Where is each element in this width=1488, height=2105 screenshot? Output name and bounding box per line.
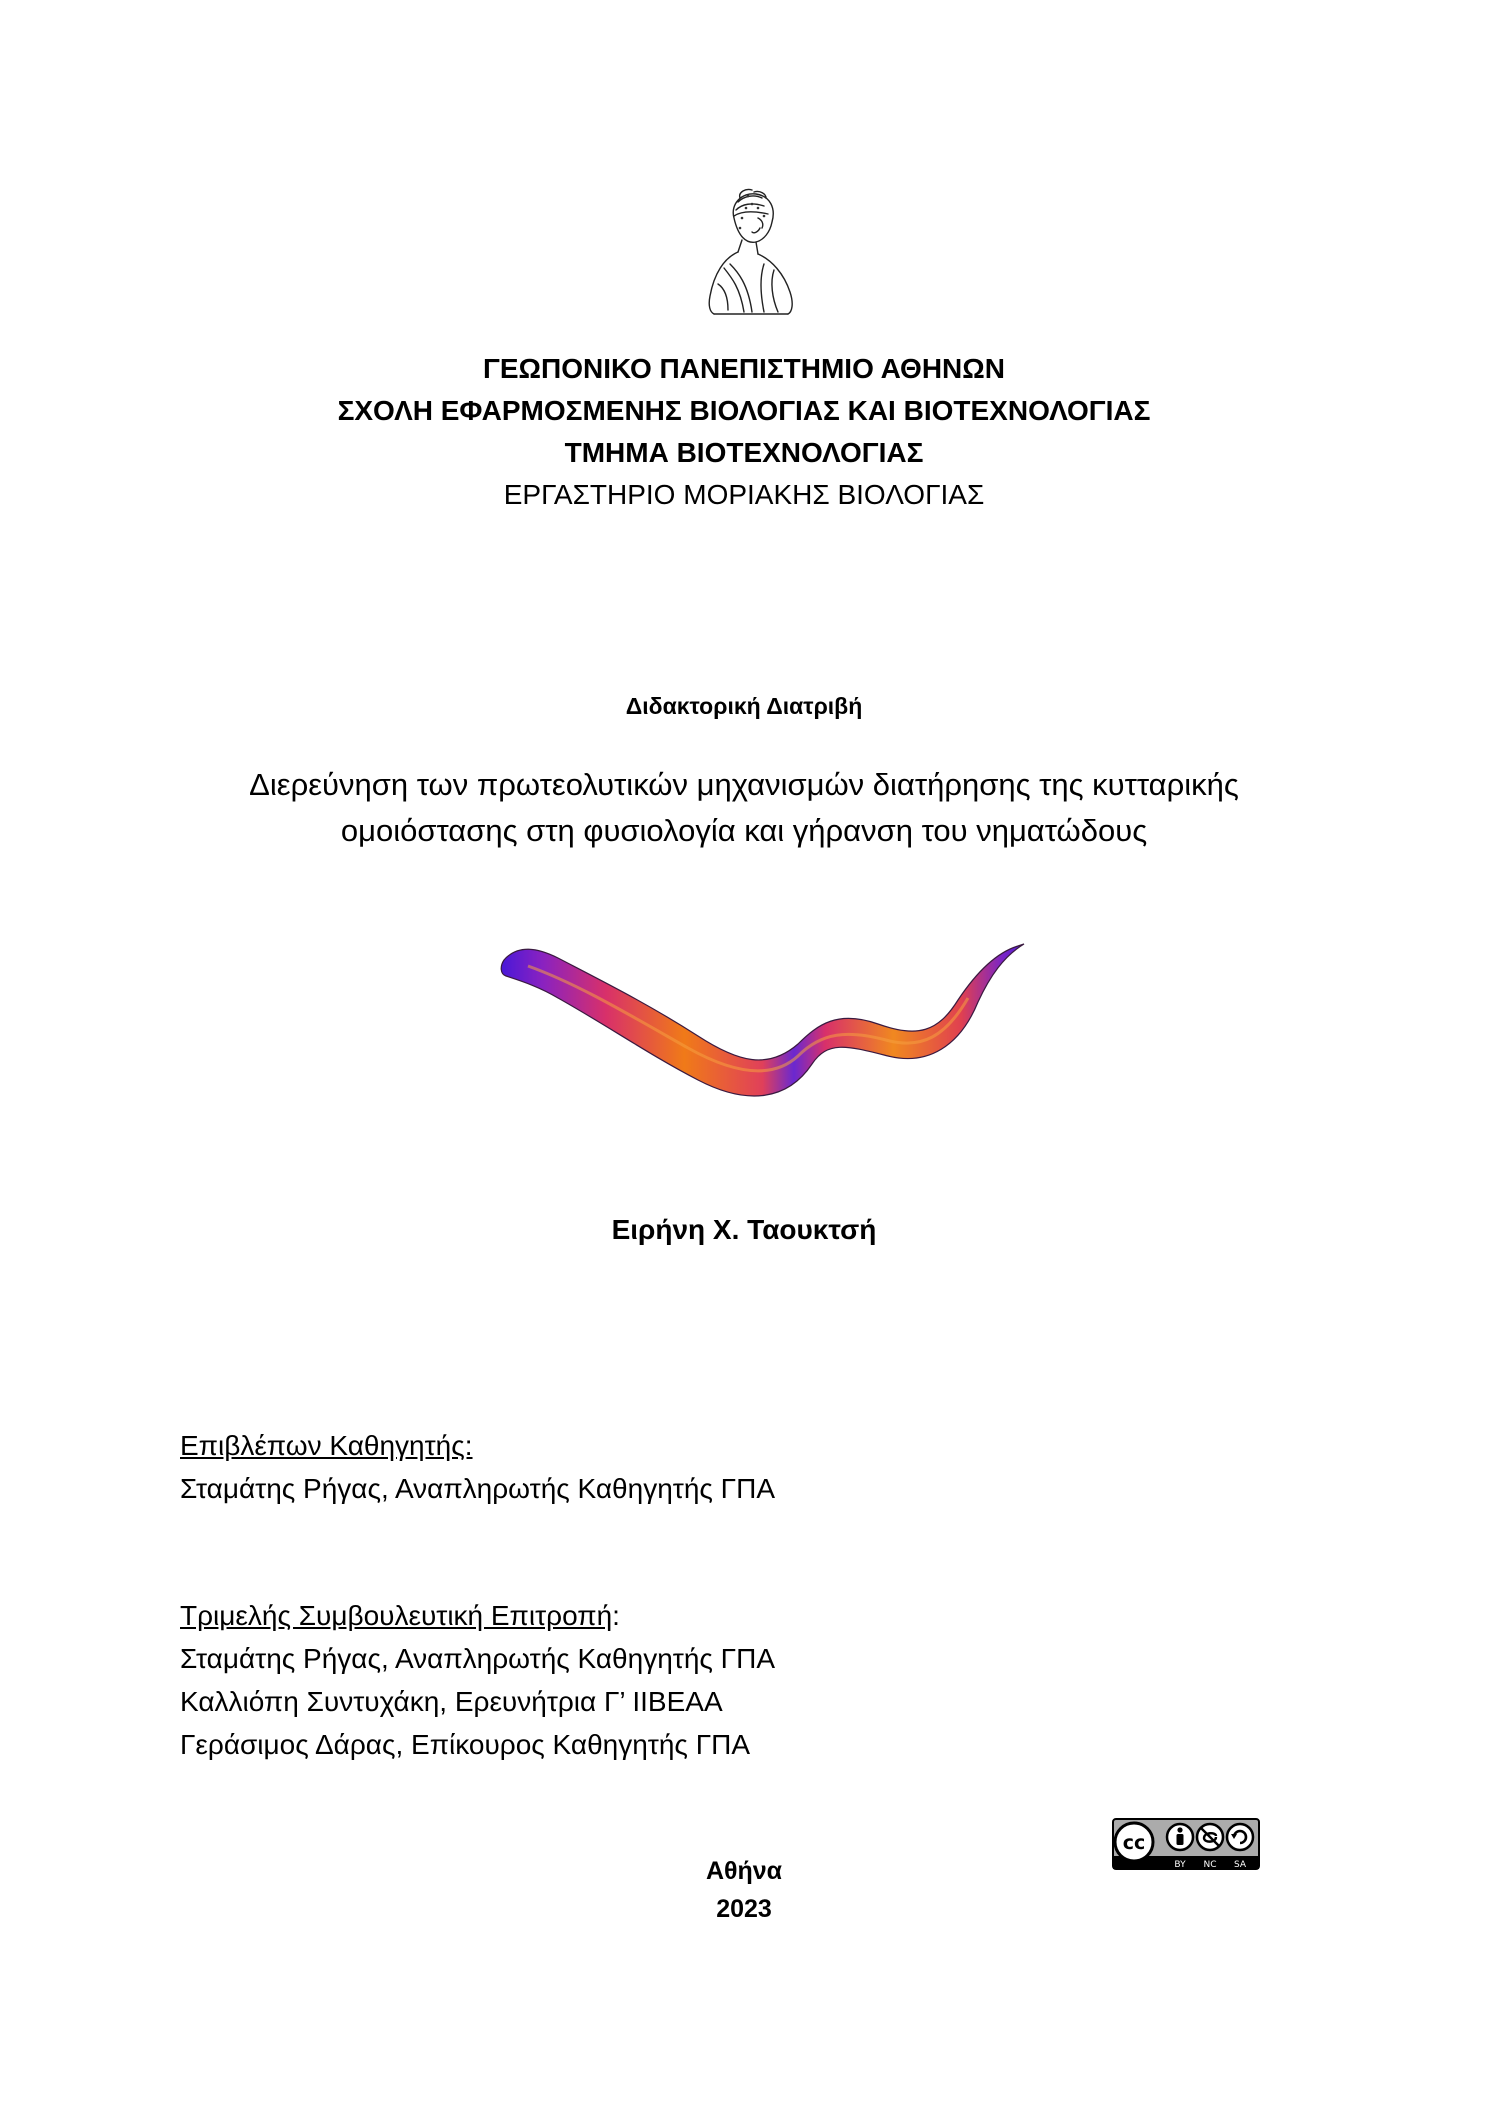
nematode-image <box>498 940 1028 1110</box>
year: 2023 <box>716 1895 772 1923</box>
institution-header <box>0 348 1488 516</box>
author-name: Ειρήνη Χ. Ταουκτσή <box>611 1214 877 1245</box>
thesis-type: Διδακτορική Διατριβή <box>625 693 863 719</box>
committee-member: Σταμάτης Ρήγας, Αναπληρωτής Καθηγητής ΓΠΑ <box>180 1643 775 1674</box>
committee-member: Καλλιόπη Συντυχάκη, Ερευνήτρια Γ’ ΙΙΒΕΑΑ <box>180 1686 723 1717</box>
license-tag: BY <box>1174 1860 1186 1870</box>
school-name: ΣΧΟΛΗ ΕΦΑΡΜΟΣΜΕΝΗΣ ΒΙΟΛΟΓΙΑΣ ΚΑΙ ΒΙΟΤΕΧΝΟΛΟΓΙΑΣ <box>337 395 1151 426</box>
supervisor-name: Σταμάτης Ρήγας, Αναπληρωτής Καθηγητής ΓΠΑ <box>180 1473 775 1504</box>
committee-member: Γεράσιμος Δάρας, Επίκουρος Καθηγητής ΓΠΑ <box>180 1729 751 1760</box>
committee-heading <box>180 1594 775 1637</box>
department-name: ΤΜΗΜΑ ΒΙΟΤΕΧΝΟΛΟΓΙΑΣ <box>564 437 924 468</box>
committee-section <box>180 1594 775 1766</box>
license-tag: NC <box>1203 1860 1217 1870</box>
thesis-title-line: ομοιόστασης στη φυσιολογία και γήρανση του νηματώδους <box>340 813 1148 848</box>
supervisor-section <box>180 1424 775 1510</box>
thesis-title <box>0 762 1488 854</box>
university-logo-icon <box>694 188 804 316</box>
laboratory-name: ΕΡΓΑΣΤΗΡΙΟ ΜΟΡΙΑΚΗΣ ΒΙΟΛΟΓΙΑΣ <box>503 479 985 510</box>
committee-colon: : <box>612 1600 620 1631</box>
license-tag: SA <box>1233 1860 1247 1870</box>
committee-label: Τριμελής Συμβουλευτική Επιτροπή <box>180 1600 613 1631</box>
place-and-year <box>0 1852 1488 1928</box>
university-name: ΓΕΩΠΟΝΙΚΟ ΠΑΝΕΠΙΣΤΗΜΙΟ ΑΘΗΝΩΝ <box>483 353 1005 384</box>
thesis-title-line: Διερεύνηση των πρωτεολυτικών μηχανισμών διατήρησης της κυτταρικής <box>249 767 1239 802</box>
supervisor-label: Επιβλέπων Καθηγητής: <box>180 1430 473 1461</box>
place: Αθήνα <box>705 1857 783 1885</box>
cc-logo-text: cc <box>1122 1832 1146 1854</box>
